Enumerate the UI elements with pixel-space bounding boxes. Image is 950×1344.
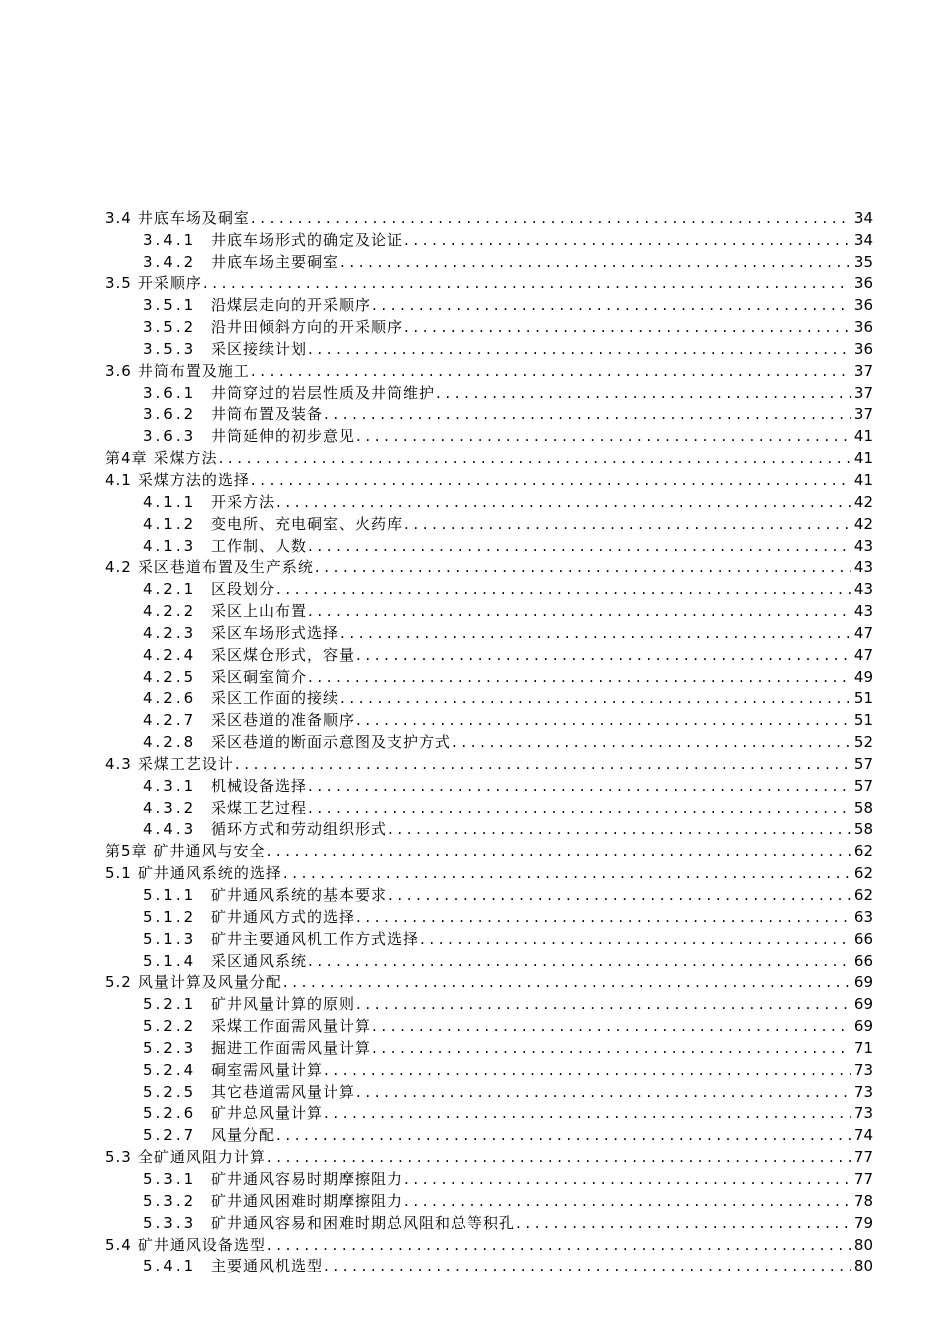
toc-entry-page-number: 57 (853, 776, 873, 795)
toc-entry-page-number: 79 (853, 1213, 873, 1232)
toc-entry-number: 4.2.6 (143, 689, 197, 708)
toc-entry-title: 采区工作面的接续 (211, 689, 340, 708)
toc-entry-number: 4.3 (105, 754, 132, 773)
toc-entry-page-number: 69 (853, 973, 873, 992)
toc-entry-title: 其它巷道需风量计算 (211, 1082, 356, 1101)
toc-entry-title: 井底车场及硐室 (137, 208, 250, 227)
toc-entry[interactable] (105, 795, 873, 817)
toc-entry-title: 全矿通风阻力计算 (137, 1148, 266, 1167)
toc-entry-page-number: 66 (853, 929, 873, 948)
toc-entry-title: 区段划分 (211, 580, 276, 599)
toc-entry-page-number: 73 (853, 1104, 873, 1123)
toc-entry-title: 采区煤仓形式，容量 (211, 645, 356, 664)
toc-dot-leader (516, 1214, 851, 1232)
toc-entry-number: 5.1 (105, 864, 132, 883)
toc-entry-page-number: 63 (853, 907, 873, 926)
toc-entry[interactable] (105, 838, 873, 860)
toc-entry-page-number: 73 (853, 1060, 873, 1079)
toc-dot-leader (267, 842, 851, 860)
toc-entry-title: 采煤工艺设计 (137, 754, 234, 773)
toc-dot-leader (308, 340, 851, 358)
toc-dot-leader (356, 1083, 851, 1101)
toc-entry[interactable] (105, 1144, 873, 1166)
toc-entry-number: 4.2.8 (143, 733, 197, 752)
toc-entry-number: 3.5.3 (143, 339, 197, 358)
toc-entry[interactable] (105, 445, 873, 467)
toc-entry[interactable] (105, 664, 873, 686)
toc-entry-page-number: 73 (853, 1082, 873, 1101)
toc-entry-title: 采煤方法的选择 (137, 470, 250, 489)
toc-dot-leader (308, 668, 851, 686)
toc-entry-number: 4.2.2 (143, 602, 197, 621)
toc-entry-page-number: 37 (853, 405, 873, 424)
toc-dot-leader (372, 1039, 851, 1057)
toc-entry[interactable] (105, 686, 873, 708)
toc-entry-number: 第5章 (105, 842, 148, 861)
toc-entry-page-number: 41 (853, 449, 873, 468)
toc-dot-leader (404, 318, 851, 336)
toc-entry-page-number: 36 (853, 339, 873, 358)
toc-dot-leader (356, 908, 851, 926)
toc-entry-page-number: 34 (853, 230, 873, 249)
toc-dot-leader (356, 711, 851, 729)
toc-dot-leader (404, 1170, 851, 1188)
toc-entry-title: 工作制、人数 (211, 536, 308, 555)
toc-entry[interactable] (105, 271, 873, 293)
toc-entry-number: 5.2.1 (143, 995, 197, 1014)
toc-entry-page-number: 77 (853, 1169, 873, 1188)
toc-entry[interactable] (105, 860, 873, 882)
toc-entry-page-number: 62 (853, 842, 873, 861)
toc-entry-page-number: 43 (853, 536, 873, 555)
toc-entry-title: 掘进工作面需风量计算 (211, 1038, 372, 1057)
toc-dot-leader (276, 580, 851, 598)
toc-entry-number: 5.3.1 (143, 1169, 197, 1188)
toc-entry-title: 井筒布置及施工 (137, 361, 250, 380)
toc-dot-leader (308, 777, 851, 795)
toc-entry-page-number: 43 (853, 558, 873, 577)
toc-entry-title: 矿井通风系统的基本要求 (211, 886, 388, 904)
toc-entry[interactable] (105, 948, 873, 970)
toc-dot-leader (420, 930, 851, 948)
toc-entry-number: 3.4.1 (143, 230, 197, 249)
toc-entry-title: 采区巷道的准备顺序 (211, 711, 356, 730)
toc-entry-title: 采煤工作面需风量计算 (211, 1017, 372, 1036)
toc-entry-page-number: 58 (853, 798, 873, 817)
toc-entry[interactable] (105, 620, 873, 642)
toc-entry-page-number: 49 (853, 667, 873, 686)
toc-entry[interactable] (105, 1101, 873, 1123)
toc-entry[interactable] (105, 555, 873, 577)
toc-entry-number: 5.1.2 (143, 907, 197, 926)
toc-entry-title: 采区接续计划 (211, 339, 308, 358)
toc-entry-title: 矿井通风容易和困难时期总风阻和总等积孔 (211, 1213, 516, 1232)
toc-entry-page-number: 37 (853, 361, 873, 380)
toc-entry-title: 矿井通风容易时期摩擦阻力 (211, 1169, 404, 1188)
toc-entry[interactable] (105, 576, 873, 598)
toc-entry[interactable] (105, 489, 873, 511)
toc-entry-title: 矿井风量计算的原则 (211, 995, 356, 1014)
toc-entry[interactable] (105, 380, 873, 402)
toc-dot-leader (324, 405, 851, 423)
toc-dot-leader (308, 799, 851, 817)
toc-entry-number: 4.2.7 (143, 711, 197, 730)
toc-entry-title: 矿井通风设备选型 (137, 1235, 266, 1254)
toc-entry[interactable] (105, 1013, 873, 1035)
toc-entry-number: 4.1 (105, 470, 132, 489)
toc-entry[interactable] (105, 227, 873, 249)
toc-entry-page-number: 51 (853, 711, 873, 730)
toc-entry[interactable] (105, 467, 873, 489)
toc-entry-page-number: 57 (853, 754, 873, 773)
toc-entry-number: 3.6.1 (143, 383, 197, 402)
toc-dot-leader (324, 1061, 851, 1079)
toc-entry[interactable] (105, 598, 873, 620)
toc-entry-page-number: 34 (853, 208, 873, 227)
toc-dot-leader (283, 864, 851, 882)
toc-entry-number: 5.2.4 (143, 1060, 197, 1079)
toc-entry[interactable] (105, 1035, 873, 1057)
toc-entry-page-number: 47 (853, 645, 873, 664)
toc-entry[interactable] (105, 533, 873, 555)
toc-entry-number: 3.4 (105, 208, 132, 227)
toc-entry-title: 风量计算及风量分配 (137, 973, 282, 992)
toc-dot-leader (324, 1257, 851, 1275)
toc-entry-title: 风量分配 (211, 1126, 276, 1145)
toc-entry[interactable] (105, 1188, 873, 1210)
toc-entry-page-number: 51 (853, 689, 873, 708)
toc-dot-leader (372, 1017, 851, 1035)
toc-dot-leader (388, 820, 851, 838)
toc-entry-page-number: 52 (853, 733, 873, 752)
toc-dot-leader (404, 515, 851, 533)
toc-dot-leader (315, 558, 851, 576)
toc-dot-leader (276, 1126, 851, 1144)
toc-entry-page-number: 66 (853, 951, 873, 970)
toc-entry-number: 5.3.2 (143, 1191, 197, 1210)
toc-entry[interactable] (105, 729, 873, 751)
toc-entry-title: 开采顺序 (137, 274, 202, 293)
toc-entry-title: 采区巷道布置及生产系统 (137, 558, 314, 577)
toc-entry[interactable] (105, 751, 873, 773)
toc-entry[interactable] (105, 423, 873, 445)
toc-entry-page-number: 43 (853, 580, 873, 599)
toc-entry-title: 井底车场主要硐室 (211, 252, 340, 271)
toc-dot-leader (203, 274, 851, 292)
toc-entry-number: 4.4.3 (143, 820, 197, 839)
toc-entry-title: 采区通风系统 (211, 951, 308, 970)
toc-entry-page-number: 80 (853, 1235, 873, 1254)
toc-entry-title: 沿井田倾斜方向的开采顺序 (211, 318, 404, 337)
toc-entry-number: 4.2.3 (143, 623, 197, 642)
toc-entry-number: 5.2.7 (143, 1126, 197, 1145)
toc-entry-page-number: 42 (853, 514, 873, 533)
toc-dot-leader (267, 1148, 851, 1166)
toc-dot-leader (251, 471, 851, 489)
toc-entry-number: 5.3.3 (143, 1213, 197, 1232)
toc-entry-number: 5.2 (105, 973, 132, 992)
toc-entry[interactable] (105, 314, 873, 336)
toc-entry-page-number: 77 (853, 1148, 873, 1167)
toc-entry-number: 5.2.5 (143, 1082, 197, 1101)
toc-entry-page-number: 35 (853, 252, 873, 271)
toc-dot-leader (436, 384, 851, 402)
toc-entry[interactable] (105, 926, 873, 948)
toc-entry[interactable] (105, 991, 873, 1013)
toc-entry[interactable] (105, 205, 873, 227)
toc-entry-number: 4.1.3 (143, 536, 197, 555)
toc-dot-leader (251, 362, 851, 380)
toc-entry-page-number: 62 (853, 886, 873, 904)
toc-entry[interactable] (105, 970, 873, 992)
toc-entry-title: 井筒布置及装备 (211, 405, 324, 424)
toc-entry-page-number: 80 (853, 1257, 873, 1276)
toc-entry-page-number: 58 (853, 820, 873, 839)
toc-entry-title: 沿煤层走向的开采顺序 (211, 296, 372, 315)
toc-entry-title: 矿井通风系统的选择 (137, 864, 282, 883)
toc-entry-title: 采区巷道的断面示意图及支护方式 (211, 733, 452, 752)
toc-entry-title: 开采方法 (211, 492, 276, 511)
toc-entry-number: 第4章 (105, 449, 148, 468)
toc-entry-number: 5.1.4 (143, 951, 197, 970)
toc-dot-leader (404, 231, 851, 249)
toc-dot-leader (308, 952, 851, 970)
toc-entry-title: 循环方式和劳动组织形式 (211, 820, 388, 839)
toc-dot-leader (308, 537, 851, 555)
toc-entry[interactable] (105, 1057, 873, 1079)
toc-entry[interactable] (105, 1166, 873, 1188)
toc-entry[interactable] (105, 707, 873, 729)
toc-entry-page-number: 41 (853, 470, 873, 489)
toc-entry-number: 4.2.4 (143, 645, 197, 664)
toc-entry-page-number: 69 (853, 995, 873, 1014)
toc-entry-title: 矿井通风困难时期摩擦阻力 (211, 1191, 404, 1210)
toc-entry[interactable] (105, 1079, 873, 1101)
toc-entry[interactable] (105, 904, 873, 926)
toc-entry-number: 4.2.5 (143, 667, 197, 686)
toc-entry-number: 3.5 (105, 274, 132, 293)
toc-entry-number: 4.3.2 (143, 798, 197, 817)
toc-dot-leader (267, 1236, 851, 1254)
toc-entry-number: 5.2.6 (143, 1104, 197, 1123)
toc-entry-number: 3.6 (105, 361, 132, 380)
toc-entry-title: 机械设备选择 (211, 776, 308, 795)
toc-entry-number: 5.4 (105, 1235, 132, 1254)
toc-entry-title: 变电所、充电硐室、火药库 (211, 514, 404, 533)
toc-entry-title: 井筒延伸的初步意见 (211, 427, 356, 446)
toc-dot-leader (372, 296, 851, 314)
toc-dot-leader (324, 1104, 851, 1122)
toc-entry-number: 5.1.3 (143, 929, 197, 948)
toc-entry-page-number: 41 (853, 427, 873, 446)
toc-dot-leader (219, 449, 851, 467)
toc-entry-number: 3.5.2 (143, 318, 197, 337)
toc-entry-title: 采区车场形式选择 (211, 623, 340, 642)
toc-entry[interactable] (105, 336, 873, 358)
toc-entry-page-number: 74 (853, 1126, 873, 1145)
toc-entry[interactable] (105, 292, 873, 314)
toc-entry-number: 5.1.1 (143, 886, 197, 904)
toc-dot-leader (452, 733, 851, 751)
toc-entry-number: 3.6.2 (143, 405, 197, 424)
toc-entry[interactable] (105, 1210, 873, 1232)
toc-entry-title: 采煤方法 (153, 449, 218, 468)
toc-entry-number: 5.3 (105, 1148, 132, 1167)
toc-entry-title: 主要通风机选型 (211, 1257, 324, 1276)
toc-entry-page-number: 71 (853, 1038, 873, 1057)
toc-dot-leader (404, 1192, 851, 1210)
toc-entry-title: 井筒穿过的岩层性质及井筒维护 (211, 383, 436, 402)
toc-entry[interactable] (105, 1122, 873, 1144)
toc-dot-leader (340, 624, 851, 642)
toc-entry-title: 采煤工艺过程 (211, 798, 308, 817)
toc-dot-leader (340, 689, 851, 707)
toc-entry[interactable] (105, 1232, 873, 1254)
toc-dot-leader (251, 209, 851, 227)
toc-entry[interactable] (105, 817, 873, 839)
toc-dot-leader (276, 493, 851, 511)
toc-entry-page-number: 37 (853, 383, 873, 402)
toc-dot-leader (308, 602, 851, 620)
toc-dot-leader (356, 646, 851, 664)
table-of-contents (105, 205, 873, 1275)
toc-entry-title: 井底车场形式的确定及论证 (211, 230, 404, 249)
toc-entry[interactable] (105, 773, 873, 795)
toc-entry-page-number: 47 (853, 623, 873, 642)
toc-dot-leader (388, 886, 851, 904)
toc-entry[interactable] (105, 402, 873, 424)
toc-entry-page-number: 43 (853, 602, 873, 621)
toc-entry-title: 采区硐室简介 (211, 667, 308, 686)
toc-entry-page-number: 36 (853, 318, 873, 337)
toc-entry-number: 3.6.3 (143, 427, 197, 446)
toc-entry[interactable] (105, 1254, 873, 1276)
toc-dot-leader (356, 427, 851, 445)
toc-entry-title: 矿井总风量计算 (211, 1104, 324, 1123)
toc-entry-page-number: 36 (853, 274, 873, 293)
toc-entry-number: 4.3.1 (143, 776, 197, 795)
toc-entry-number: 4.2 (105, 558, 132, 577)
toc-entry-number: 4.1.2 (143, 514, 197, 533)
toc-entry-title: 采区上山布置 (211, 602, 308, 621)
toc-entry-title: 矿井通风方式的选择 (211, 907, 356, 926)
toc-entry-page-number: 36 (853, 296, 873, 315)
toc-dot-leader (283, 973, 851, 991)
toc-entry-title: 矿井通风与安全 (153, 842, 266, 861)
toc-entry[interactable] (105, 249, 873, 271)
toc-entry-page-number: 42 (853, 492, 873, 511)
toc-entry-page-number: 69 (853, 1017, 873, 1036)
toc-entry[interactable] (105, 882, 873, 904)
toc-entry[interactable] (105, 642, 873, 664)
toc-entry-number: 5.2.3 (143, 1038, 197, 1057)
toc-entry[interactable] (105, 511, 873, 533)
toc-entry-number: 5.4.1 (143, 1257, 197, 1276)
toc-entry-title: 矿井主要通风机工作方式选择 (211, 929, 420, 948)
toc-entry-page-number: 62 (853, 864, 873, 883)
toc-dot-leader (235, 755, 851, 773)
toc-entry-number: 3.5.1 (143, 296, 197, 315)
toc-entry-number: 4.2.1 (143, 580, 197, 599)
toc-entry-number: 3.4.2 (143, 252, 197, 271)
toc-entry-page-number: 78 (853, 1191, 873, 1210)
toc-entry-number: 5.2.2 (143, 1017, 197, 1036)
toc-entry-title: 硐室需风量计算 (211, 1060, 324, 1079)
toc-dot-leader (356, 995, 851, 1013)
toc-entry[interactable] (105, 358, 873, 380)
toc-dot-leader (340, 253, 851, 271)
toc-entry-number: 4.1.1 (143, 492, 197, 511)
